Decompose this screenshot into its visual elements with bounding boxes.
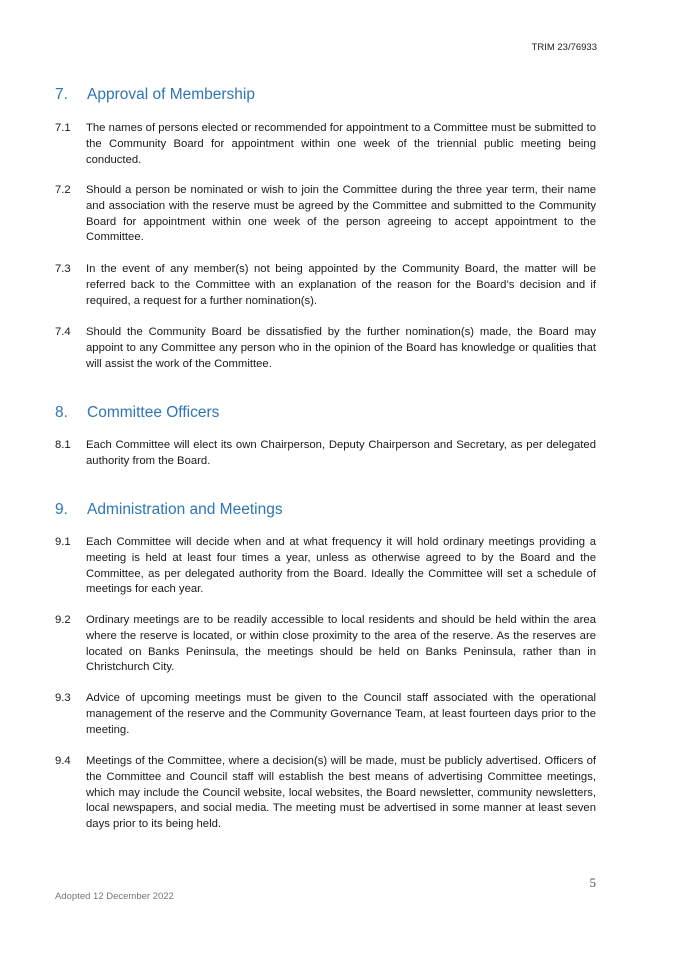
clause-9-2 — [55, 613, 596, 676]
clause-number: 7.1 — [55, 122, 71, 134]
clause-9-4 — [55, 754, 596, 833]
clause-9-1 — [55, 535, 596, 598]
clause-text: Should a person be nominated or wish to join the Committee during the three year term, their name and association with the reserve must be agreed by the Committee and submitted to the Community Board for appointment within one week of the person agreeing to accept appointment to the Committee. — [86, 184, 596, 244]
document-reference: TRIM 23/76933 — [531, 42, 597, 53]
clause-number: 9.4 — [55, 755, 71, 767]
clause-number: 9.2 — [55, 614, 71, 626]
clause-9-3 — [55, 691, 596, 738]
clause-7-3 — [55, 262, 596, 309]
clause-8-1 — [55, 438, 596, 470]
clause-number: 9.1 — [55, 536, 71, 548]
clause-number: 7.4 — [55, 326, 71, 338]
clause-7-1 — [55, 121, 596, 168]
clause-text: Meetings of the Committee, where a decision(s) will be made, must be publicly advertised. Officers of the Committee and Council staff will establish the best means of advertising Committee meetings, which may include the Council website, local websites, the Board newsletter, community newsletters, local newspapers, and social media. The meeting must be advertised in some manner at least seven days prior to its being held. — [86, 755, 596, 831]
clause-text: Ordinary meetings are to be readily accessible to local residents and should be held within the area where the reserve is located, or within close proximity to the area of the reserve. As the reserves are located on Banks Peninsula, the meetings should be held on Banks Peninsula, rather than in Christchurch City. — [86, 614, 596, 674]
clause-text: Each Committee will decide when and at what frequency it will hold ordinary meetings providing a meeting is held at least four times a year, unless as otherwise agreed to by the Board and the Committee, as per delegated authority from the Board. Ideally the Committee will set a schedule of meetings for each year. — [86, 536, 596, 596]
clause-text: In the event of any member(s) not being appointed by the Community Board, the matter will be referred back to the Committee with an explanation of the reason for the Board’s decision and if required, a request for a further nomination(s). — [86, 263, 596, 307]
clause-number: 7.3 — [55, 263, 71, 275]
section-number: 9. — [55, 501, 68, 518]
page-number: 5 — [589, 875, 596, 890]
clause-text: The names of persons elected or recommended for appointment to a Committee must be submitted to the Community Board for appointment within one week of the triennial public meeting being conducted. — [86, 122, 596, 166]
section-title: Approval of Membership — [87, 86, 255, 103]
section-heading-7 — [55, 86, 255, 104]
clause-7-4 — [55, 325, 596, 372]
section-number: 7. — [55, 86, 68, 103]
clause-number: 9.3 — [55, 692, 71, 704]
clause-text: Each Committee will elect its own Chairperson, Deputy Chairperson and Secretary, as per delegated authority from the Board. — [86, 439, 596, 467]
clause-number: 8.1 — [55, 439, 71, 451]
section-number: 8. — [55, 404, 68, 421]
section-heading-9 — [55, 501, 283, 519]
section-title: Committee Officers — [87, 404, 220, 421]
clause-text: Should the Community Board be dissatisfied by the further nomination(s) made, the Board may appoint to any Committee any person who in the opinion of the Board has knowledge or qualities that will assist the work of the Committee. — [86, 326, 596, 370]
clause-7-2 — [55, 183, 596, 246]
clause-number: 7.2 — [55, 184, 71, 196]
clause-text: Advice of upcoming meetings must be given to the Council staff associated with the operational management of the reserve and the Community Governance Team, at least fourteen days prior to the meeting. — [86, 692, 596, 736]
section-heading-8 — [55, 404, 219, 422]
adopted-date: Adopted 12 December 2022 — [55, 891, 174, 902]
section-title: Administration and Meetings — [87, 501, 283, 518]
